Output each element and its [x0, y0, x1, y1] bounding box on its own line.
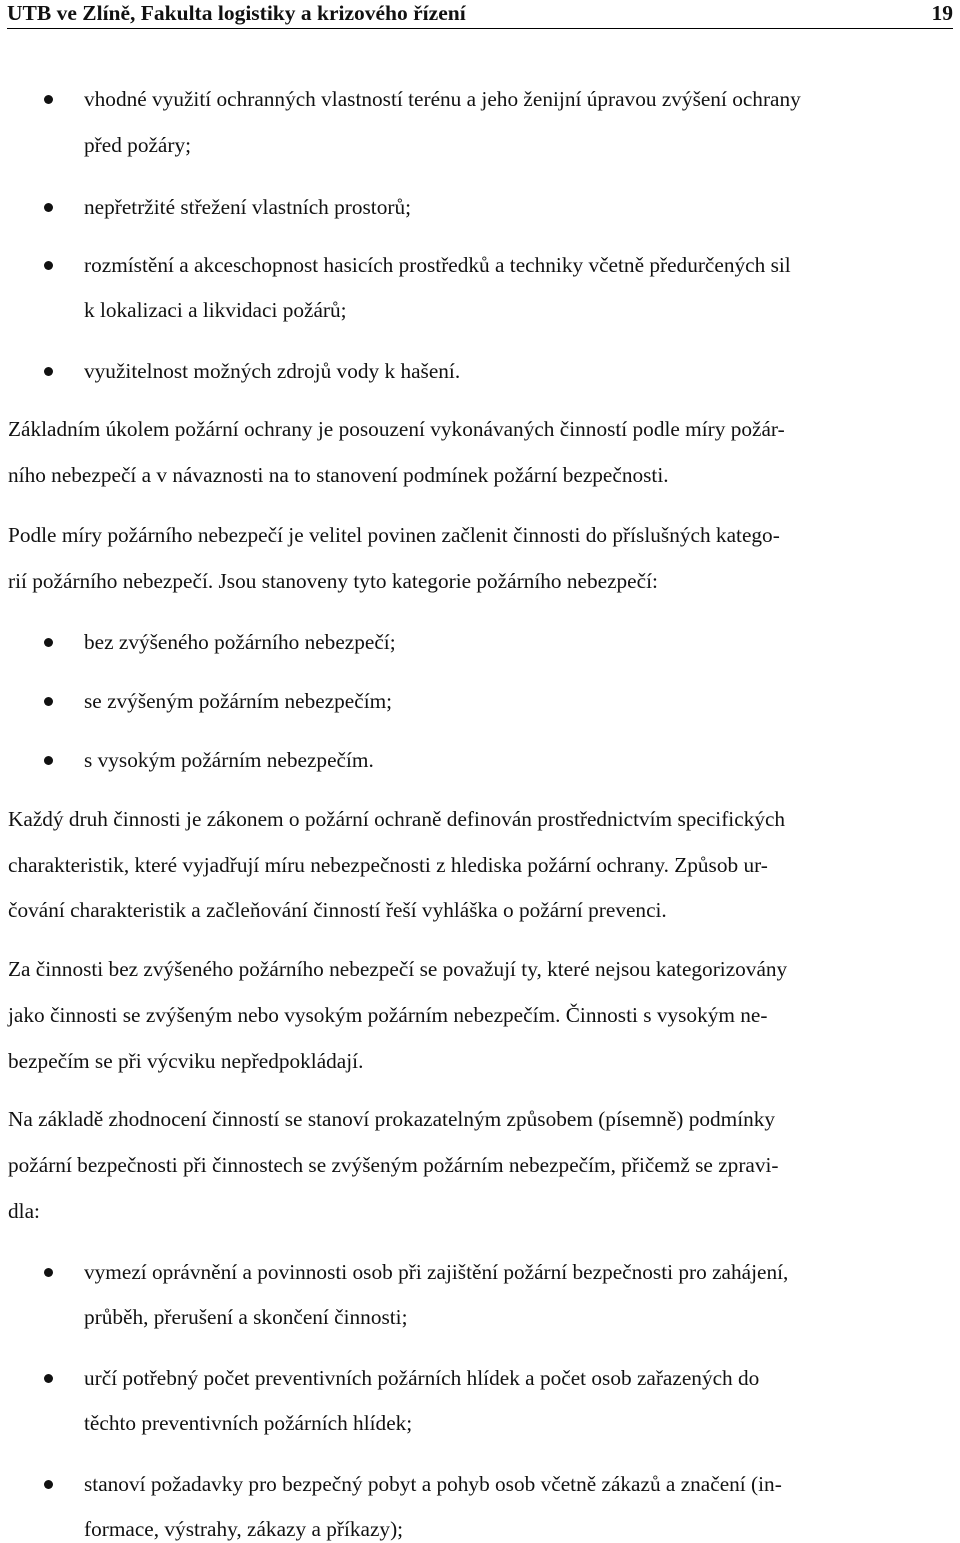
- bullet-icon: [44, 1480, 53, 1489]
- list-item-continuation: k lokalizaci a likvidaci požárů;: [84, 298, 347, 322]
- list-item-continuation: před požáry;: [84, 133, 192, 157]
- list-item-continuation: průběh, přerušení a skončení činnosti;: [84, 1305, 408, 1329]
- list-item: bez zvýšeného požárního nebezpečí;: [84, 630, 396, 654]
- list-item: rozmístění a akceschopnost hasicích prostředků a techniky včetně předurčených sil: [84, 253, 791, 277]
- paragraph-line: Podle míry požárního nebezpečí je velitel povinen začlenit činnosti do příslušných katego-: [8, 523, 780, 547]
- list-item: se zvýšeným požárním nebezpečím;: [84, 689, 393, 713]
- list-item: vhodné využití ochranných vlastností terénu a jeho ženijní úpravou zvýšení ochrany: [84, 87, 801, 111]
- page-number: 19: [931, 1, 953, 25]
- paragraph-line: bezpečím se při výcviku nepředpokládají.: [8, 1049, 364, 1073]
- bullet-icon: [44, 756, 53, 765]
- bullet-icon: [44, 95, 53, 104]
- paragraph-line: ního nebezpečí a v návaznosti na to stanovení podmínek požární bezpečnosti.: [8, 463, 669, 487]
- list-item: s vysokým požárním nebezpečím.: [84, 748, 374, 772]
- bullet-icon: [44, 261, 53, 270]
- bullet-icon: [44, 697, 53, 706]
- paragraph-line: charakteristik, které vyjadřují míru nebezpečnosti z hlediska požární ochrany. Způsob ur-: [8, 853, 768, 877]
- list-item: stanoví požadavky pro bezpečný pobyt a pohyb osob včetně zákazů a značení (in-: [84, 1472, 782, 1496]
- bullet-icon: [44, 203, 53, 212]
- paragraph-line: požární bezpečnosti při činnostech se zvýšeným požárním nebezpečím, přičemž se zpravi-: [8, 1153, 779, 1177]
- list-item: využitelnost možných zdrojů vody k hašení.: [84, 359, 461, 383]
- list-item-continuation: těchto preventivních požárních hlídek;: [84, 1411, 413, 1435]
- list-item: nepřetržité střežení vlastních prostorů;: [84, 195, 412, 219]
- paragraph-line: Základním úkolem požární ochrany je posouzení vykonávaných činností podle míry požár-: [8, 417, 785, 441]
- paragraph-line: jako činnosti se zvýšeným nebo vysokým požárním nebezpečím. Činnosti s vysokým ne-: [8, 1003, 768, 1027]
- bullet-icon: [44, 367, 53, 376]
- paragraph-line: čování charakteristik a začleňování činností řeší vyhláška o požární prevenci.: [8, 898, 667, 922]
- list-item-continuation: formace, výstrahy, zákazy a příkazy);: [84, 1517, 404, 1541]
- list-item: vymezí oprávnění a povinnosti osob při zajištění požární bezpečnosti pro zahájení,: [84, 1260, 789, 1284]
- paragraph-line: Na základě zhodnocení činností se stanoví prokazatelným způsobem (písemně) podmínky: [8, 1107, 776, 1131]
- paragraph-line: Za činnosti bez zvýšeného požárního nebezpečí se považují ty, které nejsou kategorizovány: [8, 957, 788, 981]
- bullet-icon: [44, 1268, 53, 1277]
- paragraph-line: Každý druh činnosti je zákonem o požární ochraně definován prostřednictvím specifických: [8, 807, 786, 831]
- list-item: určí potřebný počet preventivních požárních hlídek a počet osob zařazených do: [84, 1366, 760, 1390]
- paragraph-line: rií požárního nebezpečí. Jsou stanoveny tyto kategorie požárního nebezpečí:: [8, 569, 658, 593]
- page-header: [7, 0, 953, 29]
- header-title: UTB ve Zlíně, Fakulta logistiky a krizového řízení: [7, 1, 466, 25]
- bullet-icon: [44, 1374, 53, 1383]
- bullet-icon: [44, 638, 53, 647]
- paragraph-line: dla:: [8, 1199, 40, 1223]
